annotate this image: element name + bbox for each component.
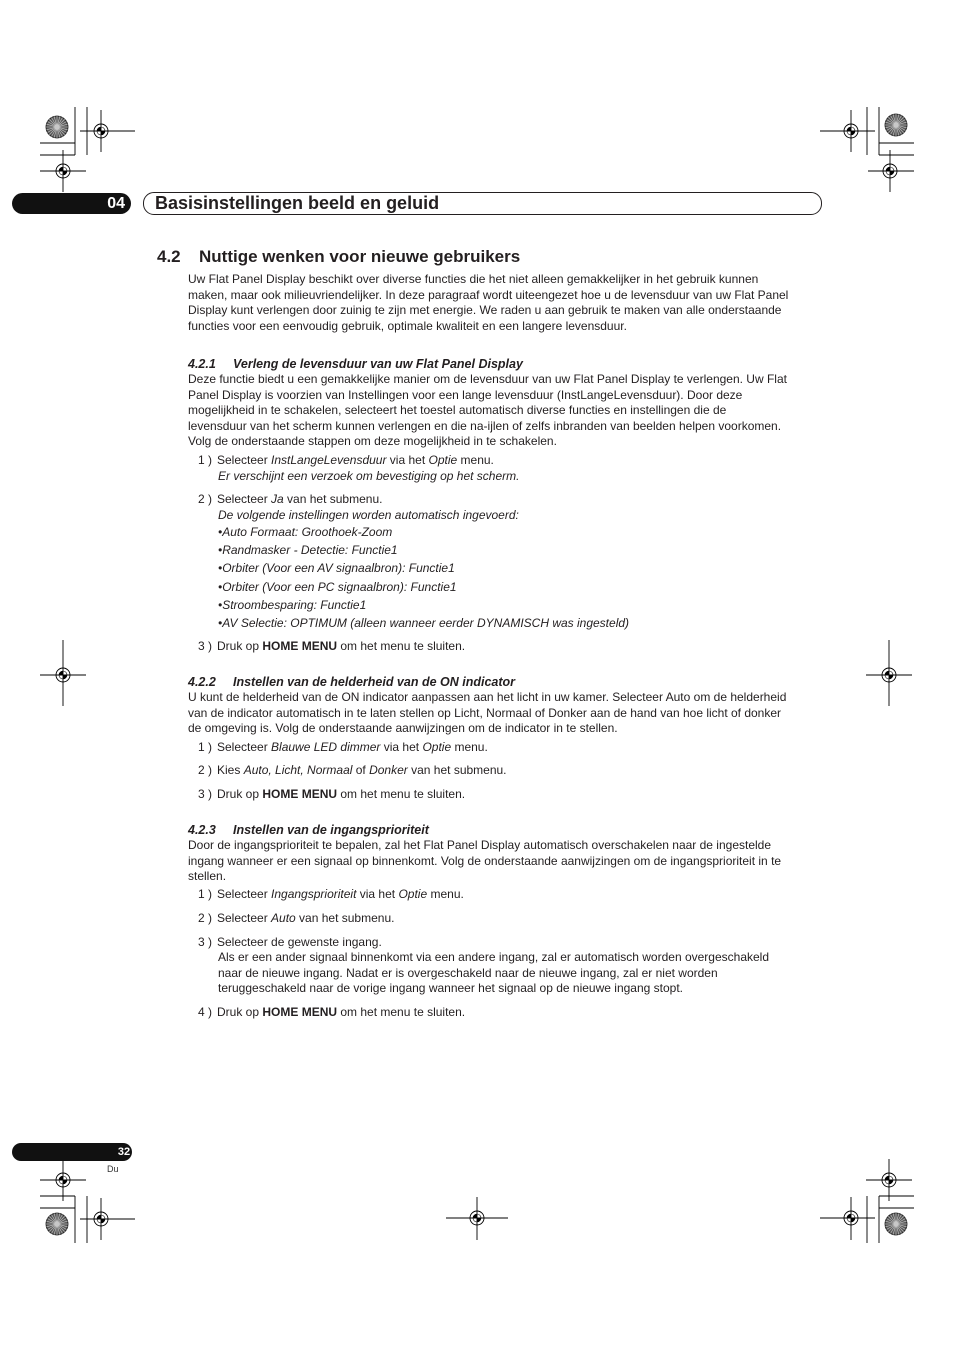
step-text xyxy=(217,787,465,803)
list-item: •Randmasker - Detectie: Functie1 xyxy=(218,543,398,558)
crosshair-target-icon xyxy=(844,1211,858,1225)
body-line: U kunt de helderheid van de ON indicator aanpassen aan het licht in uw kamer. Selecteer Auto om de helderheid xyxy=(188,690,787,704)
crosshair-target-icon xyxy=(56,668,70,682)
crosshair-target-icon xyxy=(56,164,70,178)
page-number-tab xyxy=(12,1143,132,1161)
step-text xyxy=(217,453,494,469)
intro-line: Uw Flat Panel Display beschikt over diverse functies die het niet alleen gemakkelijker in het gebruik kunnen xyxy=(188,272,759,286)
step-text-part: om het menu te sluiten. xyxy=(337,1005,466,1019)
registration-circle-icon xyxy=(885,1213,907,1235)
step-text-part: Selecteer xyxy=(217,740,272,754)
body-line: Panel Display is voorzien van Instellingen voor een lange levensduur (InstLangeLevensduur). Door deze xyxy=(188,387,743,402)
section-number: 4.2 xyxy=(157,247,181,266)
registration-circle-icon xyxy=(46,116,68,138)
step-note xyxy=(218,950,769,997)
button-name: HOME MENU xyxy=(262,639,338,653)
note-line: naar de nieuwe ingang. Nadat er is overgeschakeld naar de nieuwe ingang, zal er niet worden xyxy=(218,965,718,980)
list-item: •Orbiter (Voor een PC signaalbron): Functie1 xyxy=(218,579,457,594)
body-line: levensduur van het scherm kunnen verlengen en die na-ijlen of zelfs inbranden van beelden helpen voorkomen. xyxy=(188,418,782,433)
registration-circle-icon xyxy=(885,114,907,136)
settings-list xyxy=(218,523,629,632)
step-text-part: Selecteer xyxy=(217,887,272,901)
crosshair-target-icon xyxy=(94,1212,108,1226)
crosshair-target-icon xyxy=(470,1211,484,1225)
body-line: de omgeving is. Volg de onderstaande aanwijzingen om de indicator in te stellen. xyxy=(188,721,618,736)
step-text-part: of xyxy=(352,763,370,777)
subsection-title: Instellen van de ingangsprioriteit xyxy=(233,823,429,837)
step-text-part: van het submenu. xyxy=(295,911,395,925)
subsection-number: 4.2.2 xyxy=(188,675,216,689)
list-item: •Orbiter (Voor een AV signaalbron): Functie1 xyxy=(218,561,455,576)
step-number: 4 ) xyxy=(198,1005,213,1019)
chapter-number: 04 xyxy=(107,195,125,212)
step-text-part: menu. xyxy=(427,887,464,901)
step-text-part: Druk op xyxy=(217,1005,263,1019)
step-note: Er verschijnt een verzoek om bevestiging op het scherm. xyxy=(218,469,520,483)
step-number: 1 ) xyxy=(198,740,213,754)
button-name: HOME MENU xyxy=(262,1005,338,1019)
subsection-heading xyxy=(188,357,523,371)
list-item: •Auto Formaat: Groothoek-Zoom xyxy=(218,525,393,539)
chapter-number-tab xyxy=(12,193,131,214)
menu-name: Optie xyxy=(398,887,428,901)
subsection-heading xyxy=(188,675,516,689)
subsection-body xyxy=(188,690,786,737)
option-name: Donker xyxy=(369,763,408,777)
step-text xyxy=(217,492,382,508)
subsection-title: Instellen van de helderheid van de ON indicator xyxy=(233,675,516,689)
step-text-part: om het menu te sluiten. xyxy=(337,639,466,653)
option-name: Auto, Licht, Normaal xyxy=(243,763,353,777)
section-intro xyxy=(188,272,788,334)
crosshair-target-icon xyxy=(882,1173,896,1187)
crosshair-target-icon xyxy=(844,124,858,138)
step-text: Selecteer de gewenste ingang. xyxy=(217,935,382,949)
step-number: 3 ) xyxy=(198,787,213,801)
chapter-title-bar xyxy=(143,192,822,215)
setting-name: InstLangeLevensduur xyxy=(271,453,387,467)
subsection-number: 4.2.3 xyxy=(188,823,216,837)
note-line: teruggeschakeld naar de vorige ingang wanneer het signaal op de nieuwe ingang stopt. xyxy=(218,981,683,996)
step-text-part: menu. xyxy=(451,740,488,754)
step-text-part: van het submenu. xyxy=(283,492,383,506)
step-text-part: Selecteer xyxy=(217,453,272,467)
list-item: •AV Selectie: OPTIMUM (alleen wanneer eerder DYNAMISCH was ingesteld) xyxy=(218,615,630,630)
subsection-body xyxy=(188,372,787,450)
step-text-part: om het menu te sluiten. xyxy=(337,787,466,801)
step-text-part: via het xyxy=(380,740,423,754)
section-title: Nuttige wenken voor nieuwe gebruikers xyxy=(199,247,521,266)
step-text-part: via het xyxy=(356,887,399,901)
subsection-number: 4.2.1 xyxy=(188,357,216,371)
step-text-part: Druk op xyxy=(217,639,263,653)
language-code: Du xyxy=(107,1164,119,1174)
body-line: ingang wanneer er een signaal op binnenkomt. Volg de onderstaande aanwijzingen om de ingangsprioriteit in te xyxy=(188,853,782,868)
option-name: Ja xyxy=(271,492,284,506)
step-text xyxy=(217,887,464,903)
registration-circle-icon xyxy=(46,1213,68,1235)
body-line: Deze functie biedt u een gemakkelijke manier om de levensduur van uw Flat Panel Display te verlengen. Uw Flat xyxy=(188,372,787,386)
step-text-part: menu. xyxy=(457,453,494,467)
step-text xyxy=(217,911,394,927)
option-name: Auto xyxy=(271,911,296,925)
crosshair-target-icon xyxy=(94,124,108,138)
subsection-heading xyxy=(188,823,429,837)
step-number: 1 ) xyxy=(198,453,213,467)
body-line: Volg de onderstaande stappen om deze mogelijkheid in te schakelen. xyxy=(188,434,557,449)
crosshair-target-icon xyxy=(56,1173,70,1187)
step-text-part: Selecteer xyxy=(217,911,272,925)
list-item: •Stroombesparing: Functie1 xyxy=(218,597,367,612)
chapter-title: Basisinstellingen beeld en geluid xyxy=(155,193,440,213)
step-text-part: via het xyxy=(386,453,429,467)
body-line: van de indicator automatisch in te laten stellen op Licht, Normaal of Donker aan de hand van hoe licht of donker xyxy=(188,705,782,720)
note-line: Als er een ander signaal binnenkomt via een andere ingang, zal er automatisch worden overgeschakeld xyxy=(218,950,770,964)
intro-line: Display kunt verlengen door zuinig te zijn met energie. We raden u aan gebruik te maken van alle onderstaande xyxy=(188,303,782,318)
subsection-title: Verleng de levensduur van uw Flat Panel Display xyxy=(233,357,523,371)
step-number: 2 ) xyxy=(198,763,213,777)
crosshair-target-icon xyxy=(883,164,897,178)
step-number: 2 ) xyxy=(198,911,213,925)
menu-name: Optie xyxy=(422,740,452,754)
step-text xyxy=(217,740,488,756)
setting-name: Blauwe LED dimmer xyxy=(271,740,381,754)
body-line: Door de ingangsprioriteit te bepalen, zal het Flat Panel Display automatisch overschakelen naar de ingestelde xyxy=(188,838,772,852)
intro-line: functies voor een eenvoudig gebruik, optimale kwaliteit en een langere levensduur. xyxy=(188,318,627,333)
step-text-part: Kies xyxy=(217,763,244,777)
step-text-part: Druk op xyxy=(217,787,263,801)
body-line: stellen. xyxy=(188,869,227,884)
step-text-part: Selecteer xyxy=(217,492,272,506)
step-text xyxy=(217,1005,465,1021)
page-number: 32 xyxy=(117,1146,131,1158)
crosshair-target-icon xyxy=(882,668,896,682)
button-name: HOME MENU xyxy=(262,787,338,801)
section-heading xyxy=(157,247,521,267)
subsection-body xyxy=(188,838,781,885)
step-number: 1 ) xyxy=(198,887,213,901)
intro-line: maken, maar ook milieuvriendelijker. In deze paragraaf wordt uiteengezet hoe u de levensduur van uw Flat Panel xyxy=(188,287,789,302)
body-line: mogelijkheid in te schakelen, selecteert het toestel automatisch diverse functies en instellingen die de xyxy=(188,403,727,418)
step-text xyxy=(217,639,465,655)
step-number: 3 ) xyxy=(198,639,213,653)
setting-name: Ingangsprioriteit xyxy=(271,887,357,901)
step-number: 2 ) xyxy=(198,492,213,506)
step-number: 3 ) xyxy=(198,935,213,949)
step-note: De volgende instellingen worden automatisch ingevoerd: xyxy=(218,508,519,522)
step-text xyxy=(217,763,507,779)
menu-name: Optie xyxy=(428,453,458,467)
step-text-part: van het submenu. xyxy=(407,763,507,777)
